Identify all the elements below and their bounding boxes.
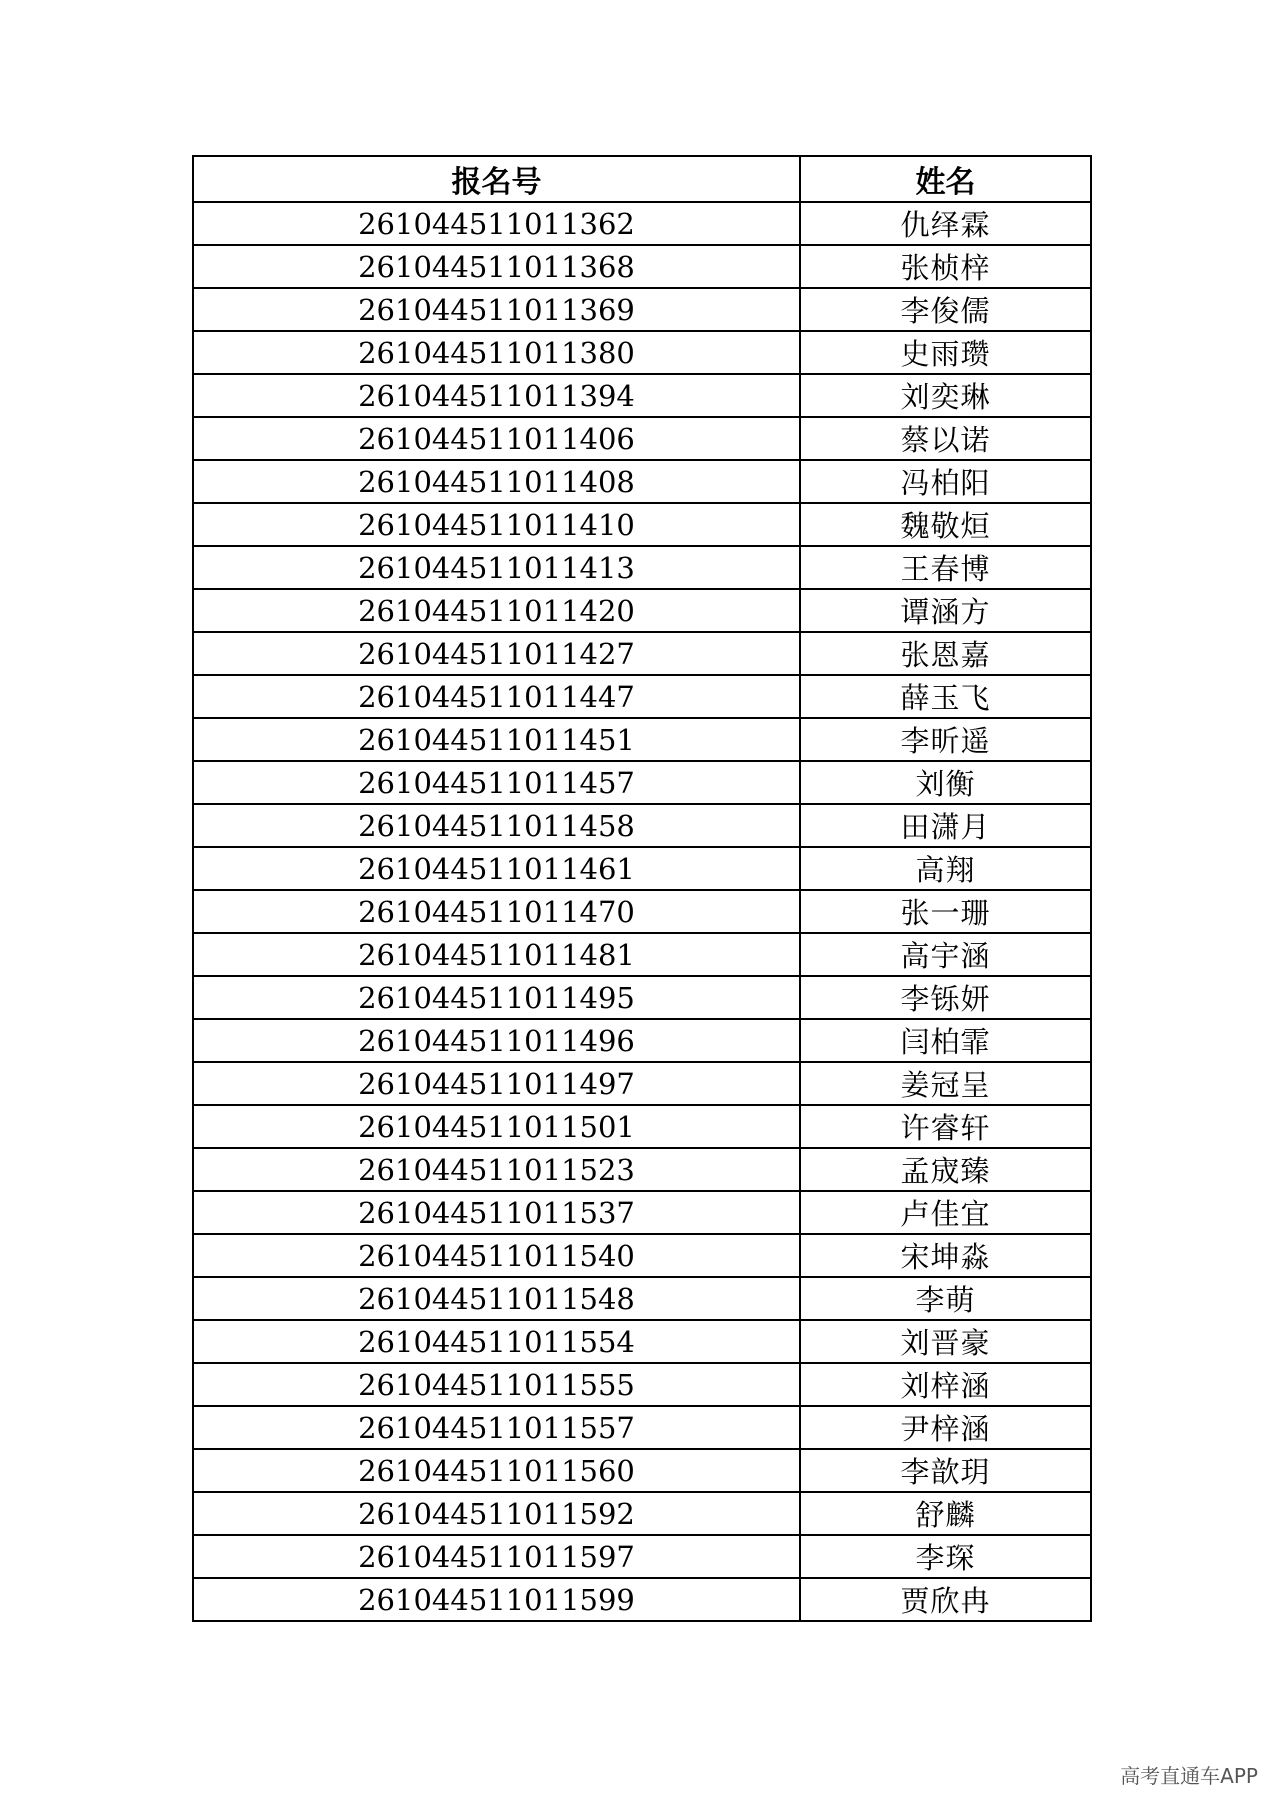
student-name-cell: 宋坤淼: [800, 1234, 1091, 1277]
student-name-cell: 孟宬臻: [800, 1148, 1091, 1191]
registration-number-cell: 261044511011470: [193, 890, 800, 933]
registration-number-cell: 261044511011592: [193, 1492, 800, 1535]
registration-number-cell: 261044511011451: [193, 718, 800, 761]
table-row: [193, 460, 1091, 503]
roster-table: [192, 155, 1092, 1622]
registration-number-cell: 261044511011447: [193, 675, 800, 718]
header-registration-number: 报名号: [193, 156, 800, 202]
student-name-cell: 蔡以诺: [800, 417, 1091, 460]
table-row: [193, 1191, 1091, 1234]
table-row: [193, 933, 1091, 976]
student-name-cell: 冯柏阳: [800, 460, 1091, 503]
registration-number-cell: 261044511011523: [193, 1148, 800, 1191]
table-row: [193, 1062, 1091, 1105]
registration-number-cell: 261044511011461: [193, 847, 800, 890]
student-name-cell: 谭涵方: [800, 589, 1091, 632]
table-row: [193, 761, 1091, 804]
table-row: [193, 1148, 1091, 1191]
roster-sheet: [192, 155, 1090, 1622]
registration-number-cell: 261044511011457: [193, 761, 800, 804]
student-name-cell: 李萌: [800, 1277, 1091, 1320]
registration-number-cell: 261044511011495: [193, 976, 800, 1019]
table-row: [193, 890, 1091, 933]
student-name-cell: 王春博: [800, 546, 1091, 589]
table-row: [193, 1363, 1091, 1406]
student-name-cell: 张桢梓: [800, 245, 1091, 288]
registration-number-cell: 261044511011599: [193, 1578, 800, 1621]
student-name-cell: 张恩嘉: [800, 632, 1091, 675]
registration-number-cell: 261044511011537: [193, 1191, 800, 1234]
student-name-cell: 田潇月: [800, 804, 1091, 847]
student-name-cell: 李歆玥: [800, 1449, 1091, 1492]
registration-number-cell: 261044511011481: [193, 933, 800, 976]
table-body: [193, 202, 1091, 1621]
registration-number-cell: 261044511011413: [193, 546, 800, 589]
registration-number-cell: 261044511011410: [193, 503, 800, 546]
table-row: [193, 1578, 1091, 1621]
table-row: [193, 245, 1091, 288]
student-name-cell: 张一珊: [800, 890, 1091, 933]
student-name-cell: 薛玉飞: [800, 675, 1091, 718]
table-row: [193, 1105, 1091, 1148]
registration-number-cell: 261044511011496: [193, 1019, 800, 1062]
header-name: 姓名: [800, 156, 1091, 202]
registration-number-cell: 261044511011555: [193, 1363, 800, 1406]
table-row: [193, 589, 1091, 632]
table-header-row: [193, 156, 1091, 202]
table-row: [193, 417, 1091, 460]
registration-number-cell: 261044511011560: [193, 1449, 800, 1492]
table-row: [193, 1535, 1091, 1578]
registration-number-cell: 261044511011427: [193, 632, 800, 675]
student-name-cell: 史雨瓒: [800, 331, 1091, 374]
table-row: [193, 1019, 1091, 1062]
table-row: [193, 804, 1091, 847]
student-name-cell: 李琛: [800, 1535, 1091, 1578]
registration-number-cell: 261044511011501: [193, 1105, 800, 1148]
table-row: [193, 1449, 1091, 1492]
watermark-label: 高考直通车APP: [1120, 1764, 1258, 1788]
table-row: [193, 847, 1091, 890]
table-row: [193, 1234, 1091, 1277]
table-row: [193, 718, 1091, 761]
registration-number-cell: 261044511011369: [193, 288, 800, 331]
registration-number-cell: 261044511011362: [193, 202, 800, 245]
student-name-cell: 魏敬烜: [800, 503, 1091, 546]
student-name-cell: 尹梓涵: [800, 1406, 1091, 1449]
registration-number-cell: 261044511011458: [193, 804, 800, 847]
registration-number-cell: 261044511011497: [193, 1062, 800, 1105]
registration-number-cell: 261044511011557: [193, 1406, 800, 1449]
table-row: [193, 546, 1091, 589]
student-name-cell: 李昕遥: [800, 718, 1091, 761]
registration-number-cell: 261044511011408: [193, 460, 800, 503]
student-name-cell: 刘梓涵: [800, 1363, 1091, 1406]
table-row: [193, 675, 1091, 718]
student-name-cell: 李铄妍: [800, 976, 1091, 1019]
registration-number-cell: 261044511011554: [193, 1320, 800, 1363]
student-name-cell: 高翔: [800, 847, 1091, 890]
registration-number-cell: 261044511011540: [193, 1234, 800, 1277]
table-row: [193, 632, 1091, 675]
table-row: [193, 1492, 1091, 1535]
registration-number-cell: 261044511011368: [193, 245, 800, 288]
table-row: [193, 374, 1091, 417]
student-name-cell: 李俊儒: [800, 288, 1091, 331]
registration-number-cell: 261044511011597: [193, 1535, 800, 1578]
table-row: [193, 976, 1091, 1019]
table-row: [193, 1320, 1091, 1363]
student-name-cell: 高宇涵: [800, 933, 1091, 976]
student-name-cell: 舒麟: [800, 1492, 1091, 1535]
registration-number-cell: 261044511011406: [193, 417, 800, 460]
table-row: [193, 503, 1091, 546]
table-row: [193, 1277, 1091, 1320]
table-row: [193, 1406, 1091, 1449]
table-row: [193, 202, 1091, 245]
student-name-cell: 刘晋豪: [800, 1320, 1091, 1363]
student-name-cell: 许睿轩: [800, 1105, 1091, 1148]
student-name-cell: 仇绎霖: [800, 202, 1091, 245]
student-name-cell: 卢佳宜: [800, 1191, 1091, 1234]
table-row: [193, 288, 1091, 331]
student-name-cell: 贾欣冉: [800, 1578, 1091, 1621]
student-name-cell: 刘奕琳: [800, 374, 1091, 417]
registration-number-cell: 261044511011548: [193, 1277, 800, 1320]
registration-number-cell: 261044511011380: [193, 331, 800, 374]
student-name-cell: 刘衡: [800, 761, 1091, 804]
registration-number-cell: 261044511011420: [193, 589, 800, 632]
table-row: [193, 331, 1091, 374]
student-name-cell: 闫柏霏: [800, 1019, 1091, 1062]
registration-number-cell: 261044511011394: [193, 374, 800, 417]
student-name-cell: 姜冠呈: [800, 1062, 1091, 1105]
